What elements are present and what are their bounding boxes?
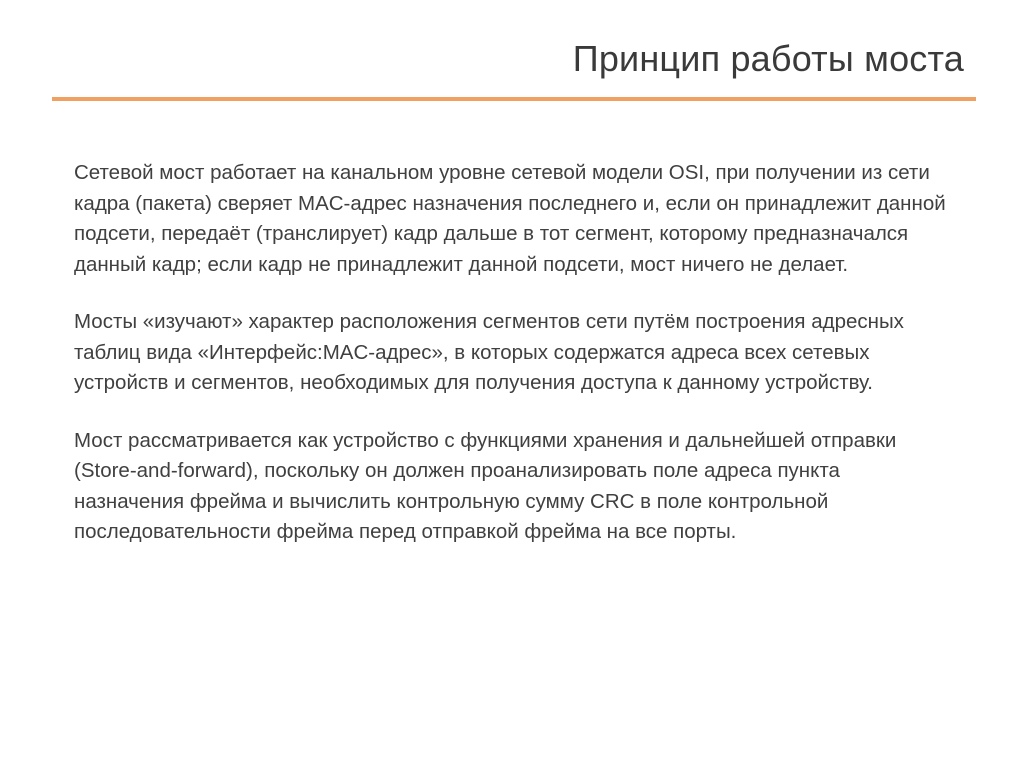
title-divider: [52, 97, 976, 101]
slide-body: [74, 158, 954, 575]
paragraph-address-learning: Мосты «изучают» характер расположения сегментов сети путём построения адресных таблиц вида «Интерфейс:MAC-адрес», в которых содержатся адреса всех сетевых устройств и сегментов, необходимых для получения доступа к данному устройству.: [74, 310, 904, 394]
slide-title: Принцип работы моста: [572, 38, 964, 79]
paragraph-bridge-operation: Сетевой мост работает на канальном уровне сетевой модели OSI, при получении из сети кадра (пакета) сверяет MAC-адрес назначения последнего и, если он принадлежит данной подсети, передаёт (транслирует) кадр дальше в тот сегмент, которому предназначался данный кадр; если кадр не принадлежит данной подсети, мост ничего не делает.: [74, 161, 946, 276]
paragraph-store-and-forward: Мост рассматривается как устройство с функциями хранения и дальнейшей отправки (Store-and-forward), поскольку он должен проанализировать поле адреса пункта назначения фрейма и вычислить контрольную сумму CRC в поле контрольной последовательности фрейма перед отправкой фрейма на все порты.: [74, 428, 897, 543]
